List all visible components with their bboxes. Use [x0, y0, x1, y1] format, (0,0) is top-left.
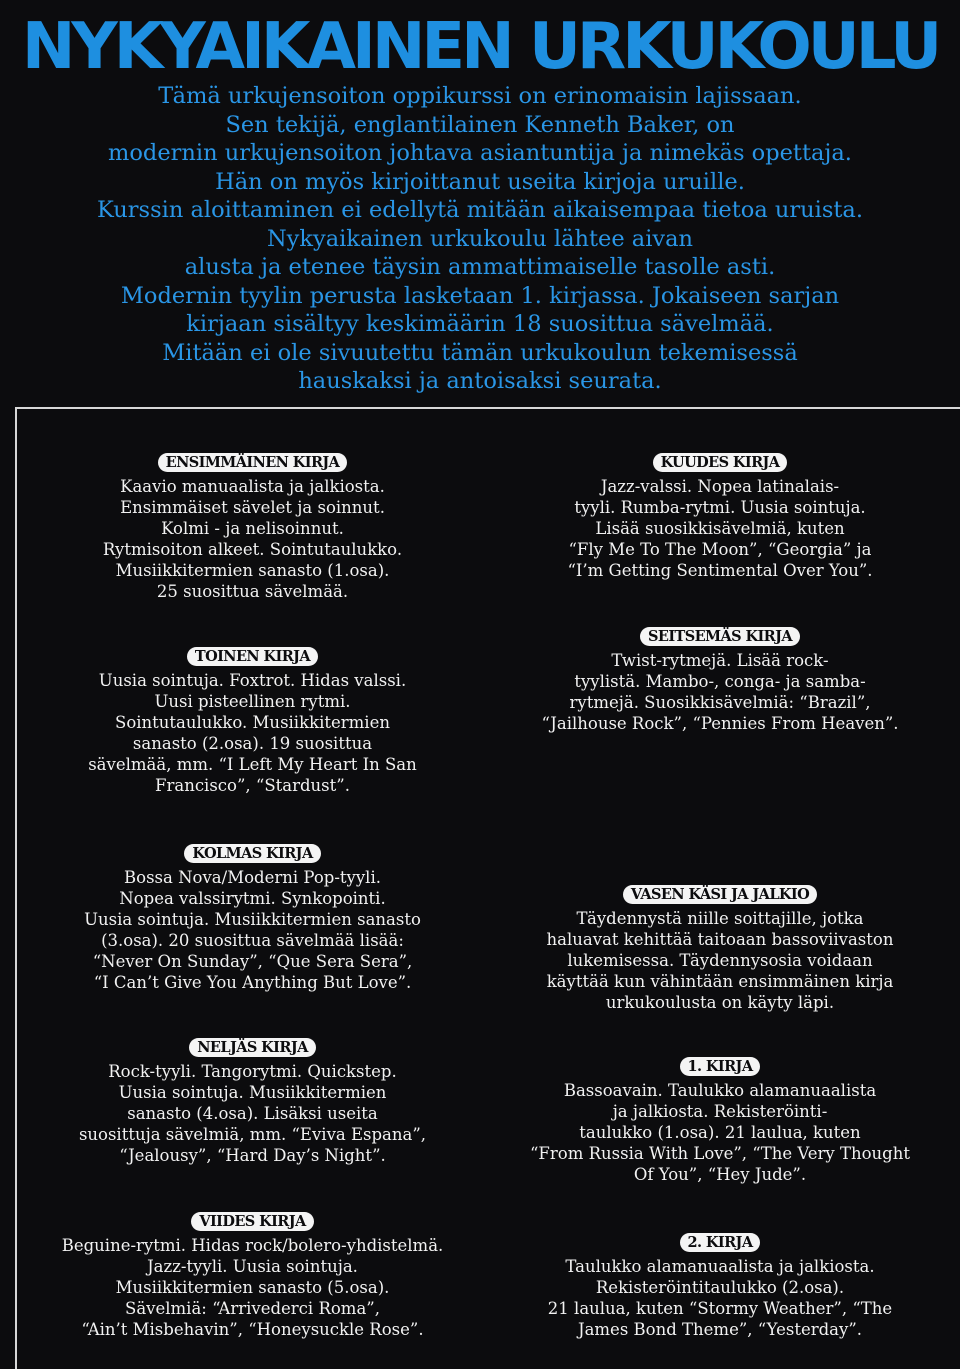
section-line: “I Can’t Give You Anything But Love”.	[93, 973, 412, 992]
intro-line: kirjaan sisältyy keskimäärin 18 suosittua sävelmää.	[186, 311, 774, 337]
section-heading-badge: KOLMAS KIRJA	[184, 844, 320, 863]
section-line: käyttää kun vähintään ensimmäinen kirja	[546, 972, 894, 991]
section-line: “Jealousy”, “Hard Day’s Night”.	[119, 1146, 386, 1165]
section-line: ja jalkiosta. Rekisteröinti-	[612, 1102, 828, 1121]
intro-line: Sen tekijä, englantilainen Kenneth Baker, on	[225, 111, 735, 138]
section-line: (3.osa). 20 suosittua sävelmää lisää:	[101, 931, 404, 950]
section-line: “Ain’t Misbehavin”, “Honeysuckle Rose”.	[81, 1320, 424, 1339]
section-line: haluavat kehittää taitoaan bassoviivaston	[546, 930, 894, 949]
section-line: Jazz-tyyli. Uusia sointuja.	[147, 1257, 358, 1276]
bass-book-2-section	[485, 1231, 955, 1340]
section-line: “Fly Me To The Moon”, “Georgia” ja	[568, 540, 872, 559]
section-line: Sävelmiä: “Arrivederci Roma”,	[125, 1299, 380, 1318]
section-line: James Bond Theme”, “Yesterday”.	[577, 1320, 863, 1339]
section-heading-badge: 1. KIRJA	[680, 1057, 761, 1076]
section-line: Ensimmäiset sävelet ja soinnut.	[120, 498, 385, 517]
section-line: Uusia sointuja. Musiikkitermien	[118, 1083, 387, 1102]
section-line: urkukoulusta on käyty läpi.	[605, 993, 835, 1012]
intro-line: Modernin tyylin perusta lasketaan 1. kirjassa. Jokaiseen sarjan	[120, 282, 840, 309]
intro-line: Tämä urkujensoiton oppikurssi on erinomaisin lajissaan.	[158, 83, 802, 109]
section-line: Of You”, “Hey Jude”.	[633, 1165, 807, 1184]
section-line: Rytmisoiton alkeet. Sointutaulukko.	[102, 540, 403, 559]
section-line: Bossa Nova/Moderni Pop-tyyli.	[124, 868, 381, 887]
section-line: Rock-tyyli. Tangorytmi. Quickstep.	[108, 1062, 397, 1081]
section-line: Francisco”, “Stardust”.	[155, 776, 350, 795]
book-4-section	[20, 1036, 485, 1166]
section-line: Beguine-rytmi. Hidas rock/bolero-yhdistelmä.	[61, 1236, 444, 1255]
intro-line: Hän on myös kirjoittanut useita kirjoja uruille.	[215, 168, 745, 195]
section-line: Musiikkitermien sanasto (1.osa).	[115, 561, 390, 580]
book-3-section	[20, 842, 485, 993]
intro-line: Kurssin aloittaminen ei edellytä mitään aikaisempaa tietoa uruista.	[96, 197, 863, 223]
section-line: sanasto (2.osa). 19 suosittua	[132, 734, 373, 753]
section-line: Nopea valssirytmi. Synkopointi.	[119, 889, 386, 908]
section-line: Jazz-valssi. Nopea latinalais-	[600, 477, 840, 496]
intro-line: modernin urkujensoiton johtava asiantuntija ja nimekäs opettaja.	[108, 140, 852, 166]
book-6-section	[485, 451, 955, 581]
book-7-section	[485, 625, 955, 734]
section-line: Taulukko alamanuaalista ja jalkiosta.	[565, 1257, 875, 1276]
section-heading-badge: VIIDES KIRJA	[191, 1212, 313, 1231]
section-line: 25 suosittua sävelmää.	[156, 582, 349, 601]
section-line: “From Russia With Love”, “The Very Thought	[530, 1144, 910, 1163]
bass-book-1-section	[485, 1055, 955, 1185]
section-line: Uusia sointuja. Musiikkitermien sanasto	[84, 910, 421, 929]
section-heading-badge: VASEN KÄSI JA JALKIO	[623, 885, 817, 904]
section-line: Lisää suosikkisävelmiä, kuten	[595, 519, 845, 538]
section-line: Uusi pisteellinen rytmi.	[154, 692, 351, 711]
section-line: Bassoavain. Taulukko alamanuaalista	[563, 1081, 877, 1100]
section-line: Rekisteröintitaulukko (2.osa).	[595, 1278, 845, 1297]
section-line: “Never On Sunday”, “Que Sera Sera”,	[92, 952, 413, 971]
section-line: Sointutaulukko. Musiikkitermien	[115, 713, 390, 732]
section-line: lukemisessa. Täydennysosia voidaan	[567, 951, 873, 970]
section-line: Twist-rytmejä. Lisää rock-	[611, 651, 829, 670]
intro-line: Mitään ei ole sivuutettu tämän urkukoulun tekemisessä	[162, 339, 798, 366]
intro-line: hauskaksi ja antoisaksi seurata.	[298, 368, 662, 394]
intro-line: Nykyaikainen urkukoulu lähtee aivan	[266, 225, 694, 252]
section-heading-badge: ENSIMMÄINEN KIRJA	[158, 453, 348, 472]
section-heading-badge: SEITSEMÄS KIRJA	[640, 627, 800, 646]
book-1-section	[20, 451, 485, 602]
section-line: sävelmää, mm. “I Left My Heart In San	[88, 755, 417, 774]
book-5-section	[20, 1210, 485, 1340]
section-line: rytmejä. Suosikkisävelmiä: “Brazil”,	[569, 693, 871, 712]
section-line: taulukko (1.osa). 21 laulua, kuten	[579, 1123, 861, 1142]
section-line: 21 laulua, kuten “Stormy Weather”, “The	[547, 1299, 893, 1318]
left-hand-and-pedal-section	[485, 883, 955, 1013]
section-line: Kolmi - ja nelisoinnut.	[161, 519, 344, 538]
book-2-section	[20, 645, 485, 796]
section-line: tyylistä. Mambo-, conga- ja samba-	[574, 672, 866, 691]
section-line: Musiikkitermien sanasto (5.osa).	[115, 1278, 390, 1297]
page-title: NYKYAIKAINEN URKUKOULU	[21, 10, 939, 84]
section-line: “Jailhouse Rock”, “Pennies From Heaven”.	[541, 714, 899, 733]
section-heading-badge: KUUDES KIRJA	[653, 453, 788, 472]
section-heading-badge: TOINEN KIRJA	[187, 647, 318, 666]
section-heading-badge: 2. KIRJA	[680, 1233, 761, 1252]
intro-line: alusta ja etenee täysin ammattimaiselle tasolle asti.	[184, 254, 776, 280]
intro-text	[60, 82, 900, 396]
section-line: Täydennystä niille soittajille, jotka	[576, 909, 864, 928]
section-line: Uusia sointuja. Foxtrot. Hidas valssi.	[98, 671, 407, 690]
section-line: “I’m Getting Sentimental Over You”.	[567, 561, 873, 580]
section-line: sanasto (4.osa). Lisäksi useita	[127, 1104, 378, 1123]
section-heading-badge: NELJÄS KIRJA	[189, 1038, 315, 1057]
section-line: suosittuja sävelmiä, mm. “Eviva Espana”,	[78, 1125, 427, 1144]
section-line: tyyli. Rumba-rytmi. Uusia sointuja.	[574, 498, 866, 517]
section-line: Kaavio manuaalista ja jalkiosta.	[120, 477, 385, 496]
